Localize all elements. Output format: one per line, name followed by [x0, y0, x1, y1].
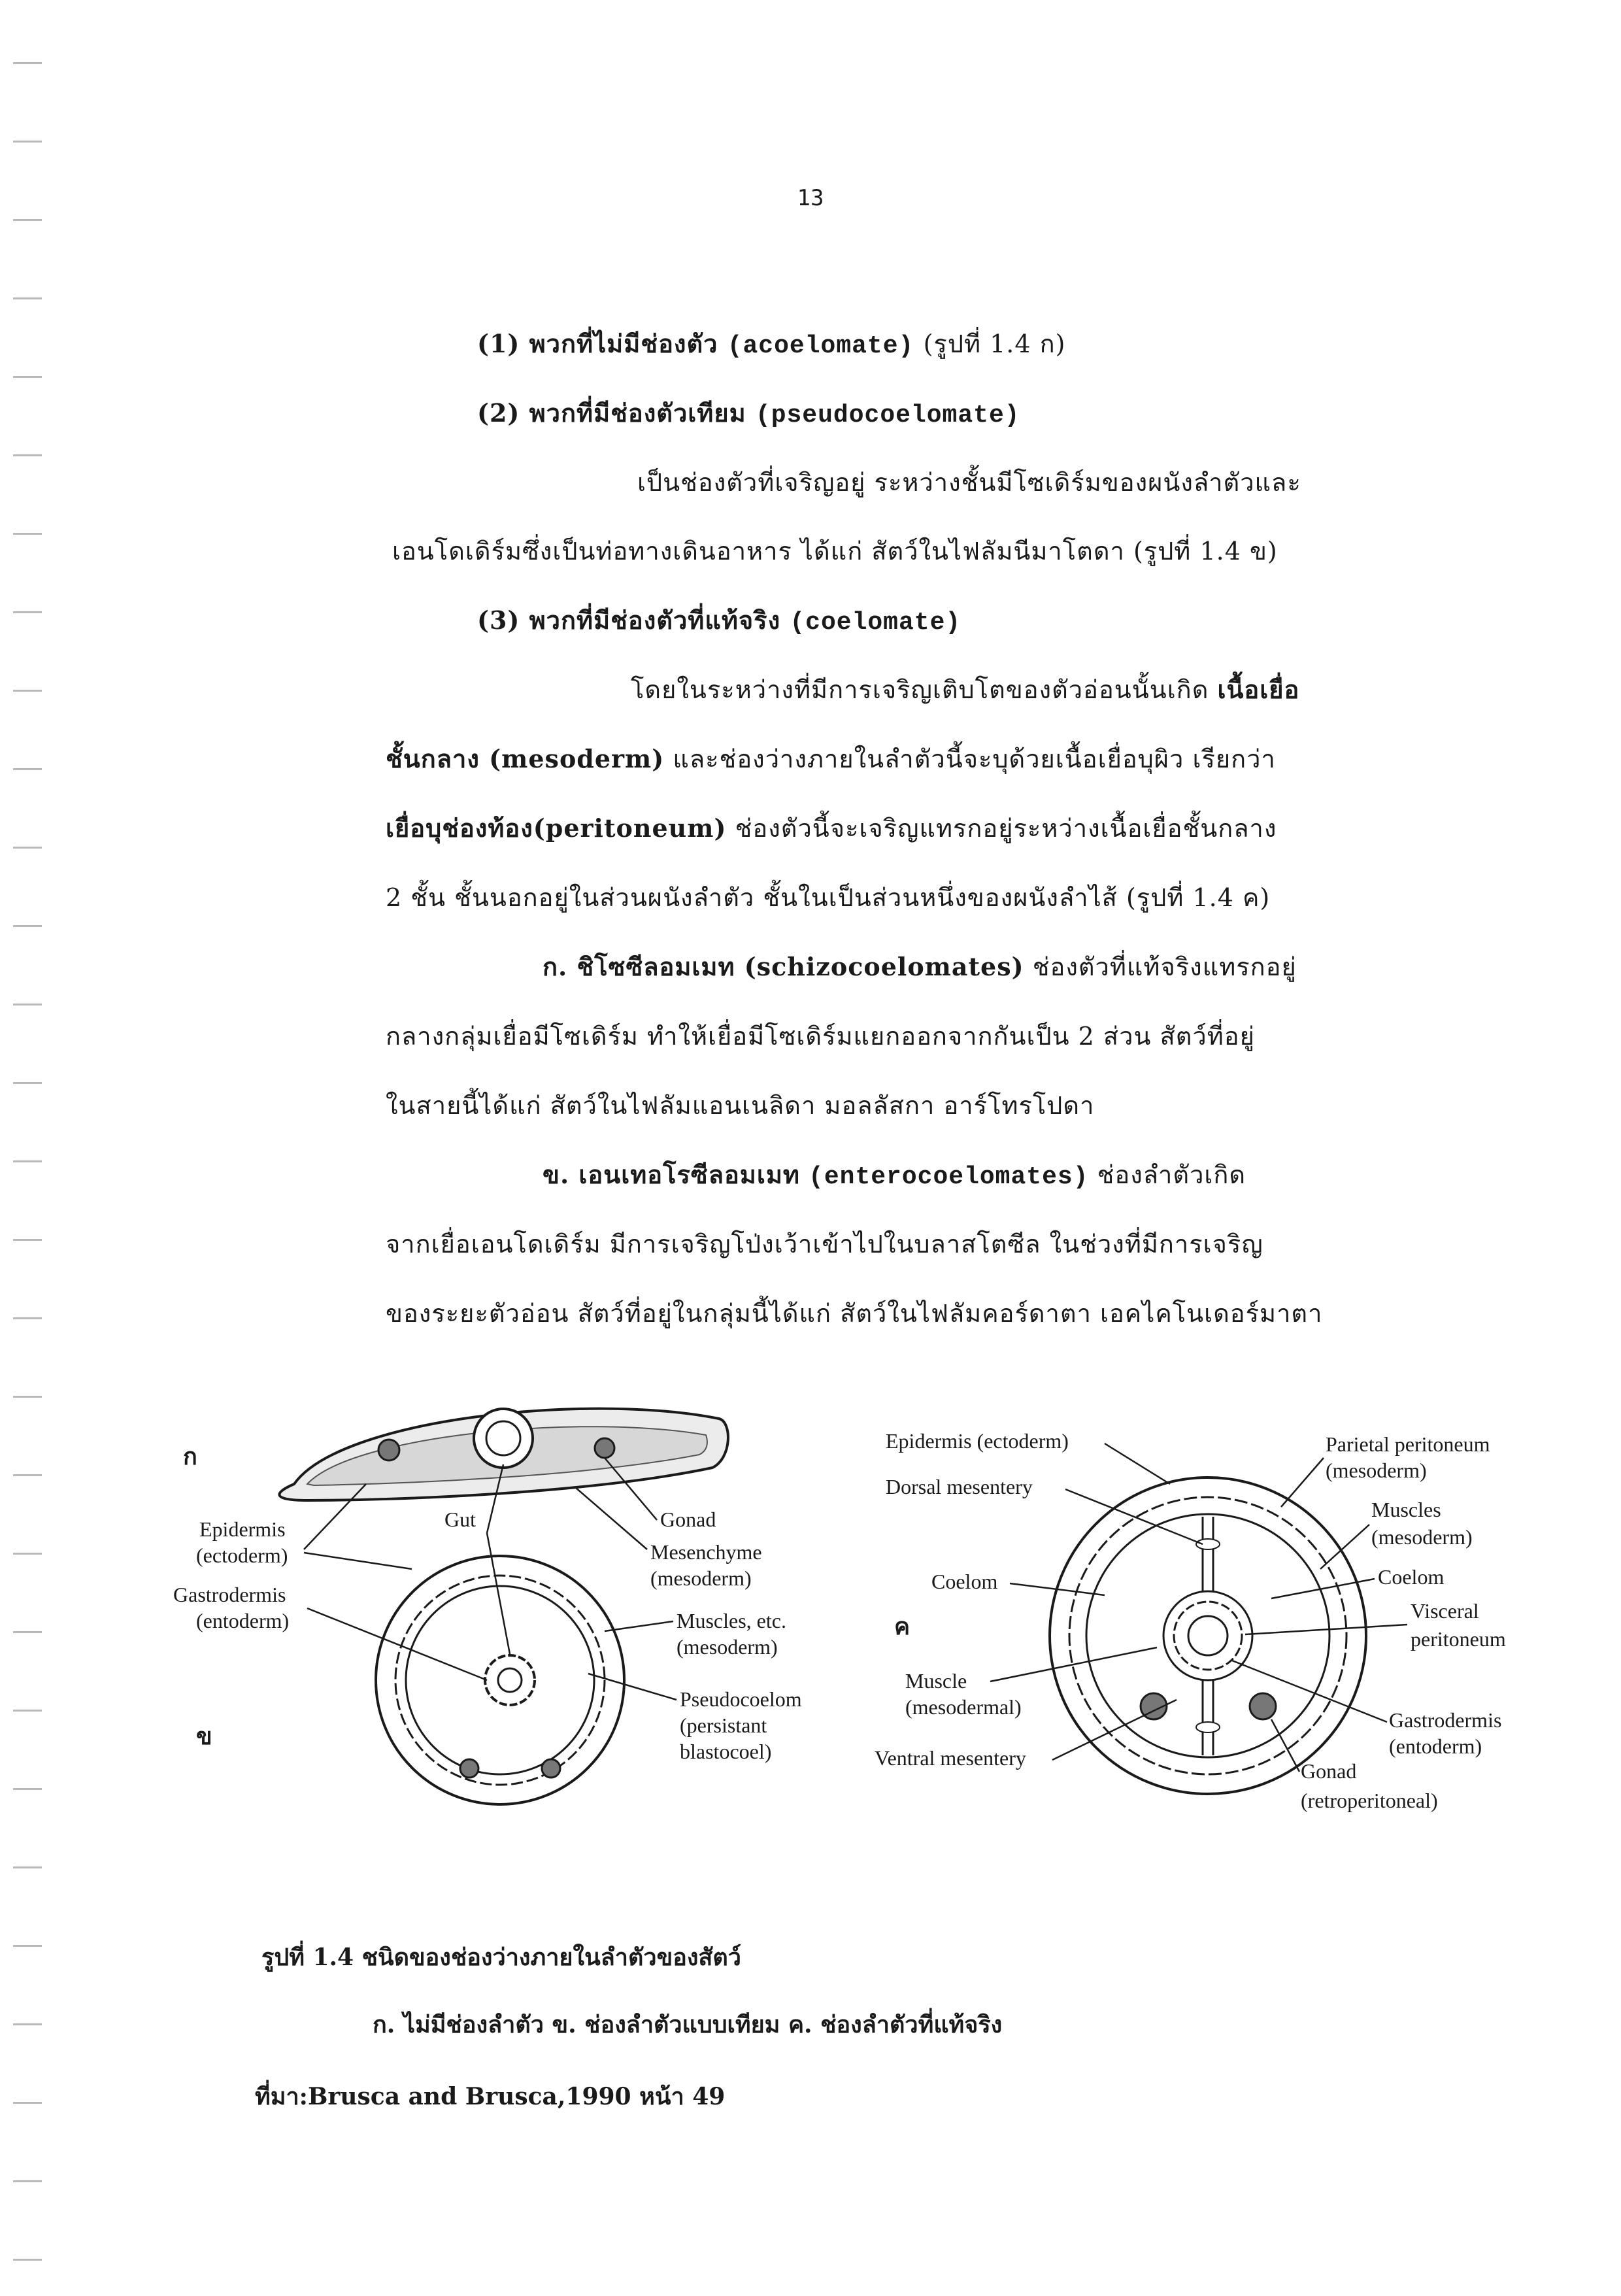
label-blastocoel: blastocoel) [680, 1740, 772, 1763]
margin-rule-marks [0, 0, 46, 2296]
label-kho2: ค [894, 1613, 911, 1640]
label-mesenchyme: Mesenchyme [650, 1540, 762, 1564]
line-acoelomate [477, 324, 1065, 363]
label-mesoderm: (mesoderm) [650, 1566, 752, 1590]
paragraph-text: 2 ชั้น ชั้นนอกอยู่ในส่วนผนังลำตัว ชั้นในเป็นส่วนหนึ่งของผนังลำไส้ [386, 883, 1118, 912]
label-peritoneum: peritoneum [1411, 1627, 1506, 1651]
figure-caption-subtitle: ก. ไม่มีช่องลำตัว ข. ช่องลำตัวแบบเทียม ค. ช่องลำตัวที่แท้จริง [373, 2011, 1003, 2038]
margin-tick [13, 611, 42, 613]
label-epidermis: Epidermis (ectoderm) [886, 1429, 1069, 1453]
margin-tick [13, 847, 42, 849]
margin-tick [13, 219, 42, 221]
margin-tick [13, 62, 42, 64]
line-coelomate [477, 600, 961, 640]
paragraph-text: และช่องว่างภายในลำตัวนี้จะบุด้วยเนื้อเยื่อบุผิว เรียกว่า [673, 745, 1276, 773]
label-mesodermal: (mesodermal) [905, 1695, 1022, 1719]
margin-tick [13, 2102, 42, 2104]
enterocoelomates-heading: ข. เอนเทอโรซีลอมเมท [543, 1160, 800, 1189]
body-cavity-figure [0, 1373, 1621, 1844]
figure-ref: (รูปที่ 1.4 ข) [1133, 537, 1278, 566]
margin-tick [13, 376, 42, 378]
paragraph-text: ช่องลำตัวเกิด [1097, 1160, 1246, 1189]
label-gonad: Gonad [1301, 1759, 1357, 1783]
figure-ref: (รูปที่ 1.4 ก) [923, 329, 1066, 358]
margin-tick [13, 1317, 42, 1319]
label-entoderm: (entoderm) [196, 1609, 290, 1632]
paragraph-line [543, 947, 1297, 987]
paragraph-line: จากเยื่อเอนโดเดิร์ม มีการเจริญโป่งเว้าเข้าไปในบลาสโตซีล ในช่วงที่มีการเจริญ [386, 1230, 1263, 1258]
coelomate-heading: (3) พวกที่มีช่องตัวที่แท้จริง [477, 605, 781, 635]
bold-term: ชั้นกลาง (mesoderm) [386, 744, 665, 773]
page-number: 13 [797, 185, 824, 211]
margin-tick [13, 2023, 42, 2025]
label-pseudocoelom: Pseudocoelom [680, 1687, 802, 1711]
margin-tick [13, 768, 42, 770]
label-kho: ข [196, 1723, 212, 1749]
label-entoderm: (entoderm) [1389, 1734, 1482, 1758]
bold-term: เยื่อบุช่องท้อง(peritoneum) [386, 813, 727, 843]
label-ectoderm: (ectoderm) [196, 1544, 288, 1567]
figure-ref: (รูปที่ 1.4 ค) [1126, 883, 1271, 912]
label-retroperitoneal: (retroperitoneal) [1301, 1789, 1438, 1812]
margin-tick [13, 454, 42, 456]
paragraph-line: เป็นช่องตัวที่เจริญอยู่ ระหว่างชั้นมีโซเดิร์มของผนังลำตัวและ [637, 468, 1301, 497]
label-ko: ก [183, 1443, 197, 1470]
label-parietal-peritoneum: Parietal peritoneum [1326, 1432, 1490, 1456]
label-mesoderm: (mesoderm) [1371, 1525, 1473, 1549]
margin-tick [13, 1866, 42, 1868]
margin-tick [13, 141, 42, 143]
figure-source: ที่มา:Brusca and Brusca,1990 หน้า 49 [255, 2083, 726, 2110]
paragraph-text: ช่องตัวที่แท้จริงแทรกอยู่ [1032, 953, 1297, 981]
acoelomate-diagram [279, 1409, 728, 1500]
label-muscle: Muscle [905, 1669, 967, 1693]
paragraph-text: เอนโดเดิร์มซึ่งเป็นท่อทางเดินอาหาร ได้แก่ สัตว์ในไฟลัมนีมาโตดา [392, 537, 1125, 566]
label-muscles: Muscles [1371, 1498, 1441, 1521]
figure-caption-title: รูปที่ 1.4 ชนิดของช่องว่างภายในลำตัวของสัตว์ [261, 1944, 741, 1971]
paragraph-line: ของระยะตัวอ่อน สัตว์ที่อยู่ในกลุ่มนี้ได้แก่ สัตว์ในไฟลัมคอร์ดาตา เอคไคโนเดอร์มาตา [386, 1299, 1323, 1328]
margin-tick [13, 533, 42, 535]
label-persistant: (persistant [680, 1714, 767, 1737]
label-coelom: Coelom [1378, 1565, 1445, 1589]
schizocoelomates-heading: ก. ชิโซซีลอมเมท (schizocoelomates) [543, 952, 1024, 981]
paragraph-line [392, 531, 1278, 571]
enterocoelomates-term: (enterocoelomates) [809, 1163, 1089, 1191]
margin-tick [13, 2180, 42, 2182]
paragraph-line [631, 669, 1299, 709]
line-pseudocoelomate [477, 393, 1020, 433]
label-mesoderm: (mesoderm) [1326, 1459, 1427, 1482]
pseudocoelomate-heading: (2) พวกที่มีช่องตัวเทียม [477, 398, 746, 428]
margin-tick [13, 1082, 42, 1084]
margin-tick [13, 1160, 42, 1162]
coelomate-diagram [1050, 1477, 1366, 1794]
margin-tick [13, 1239, 42, 1241]
margin-tick [13, 1004, 42, 1005]
coelomate-term: (coelomate) [790, 609, 961, 637]
paragraph-line [543, 1155, 1246, 1194]
label-gastrodermis: Gastrodermis [1389, 1708, 1502, 1732]
acoelomate-heading: (1) พวกที่ไม่มีช่องตัว [477, 329, 718, 358]
paragraph-line: ในสายนี้ได้แก่ สัตว์ในไฟลัมแอนเนลิดา มอลลัสกา อาร์โทรโปดา [386, 1091, 1095, 1120]
label-coelom: Coelom [931, 1570, 998, 1593]
margin-tick [13, 297, 42, 299]
paragraph-text: โดยในระหว่างที่มีการเจริญเติบโตของตัวอ่อนนั้นเกิด [631, 675, 1209, 704]
label-mesoderm: (mesoderm) [677, 1635, 778, 1659]
paragraph-line [386, 739, 1276, 779]
paragraph-text: ช่องตัวนี้จะเจริญแทรกอยู่ระหว่างเนื้อเยื่อชั้นกลาง [735, 814, 1277, 843]
paragraph-line [386, 808, 1277, 848]
pseudocoelomate-term: (pseudocoelomate) [755, 401, 1020, 430]
margin-tick [13, 690, 42, 692]
margin-tick [13, 925, 42, 927]
pseudocoelomate-diagram [376, 1556, 624, 1804]
bold-term: เนื้อเยื่อ [1217, 675, 1300, 704]
paragraph-line: กลางกลุ่มเยื่อมีโซเดิร์ม ทำให้เยื่อมีโซเดิร์มแยกออกจากกันเป็น 2 ส่วน สัตว์ที่อยู่ [386, 1022, 1255, 1051]
label-epidermis: Epidermis [199, 1517, 286, 1541]
margin-tick [13, 2259, 42, 2261]
label-gastrodermis: Gastrodermis [173, 1583, 286, 1606]
label-gut: Gut [444, 1508, 476, 1531]
label-muscles: Muscles, etc. [677, 1609, 786, 1632]
acoelomate-term: (acoelomate) [727, 332, 914, 360]
paragraph-line [386, 877, 1270, 917]
label-dorsal-mesentery: Dorsal mesentery [886, 1475, 1033, 1498]
label-gonad: Gonad [660, 1508, 716, 1531]
margin-tick [13, 1945, 42, 1947]
label-ventral-mesentery: Ventral mesentery [875, 1746, 1026, 1770]
label-visceral: Visceral [1411, 1599, 1479, 1623]
